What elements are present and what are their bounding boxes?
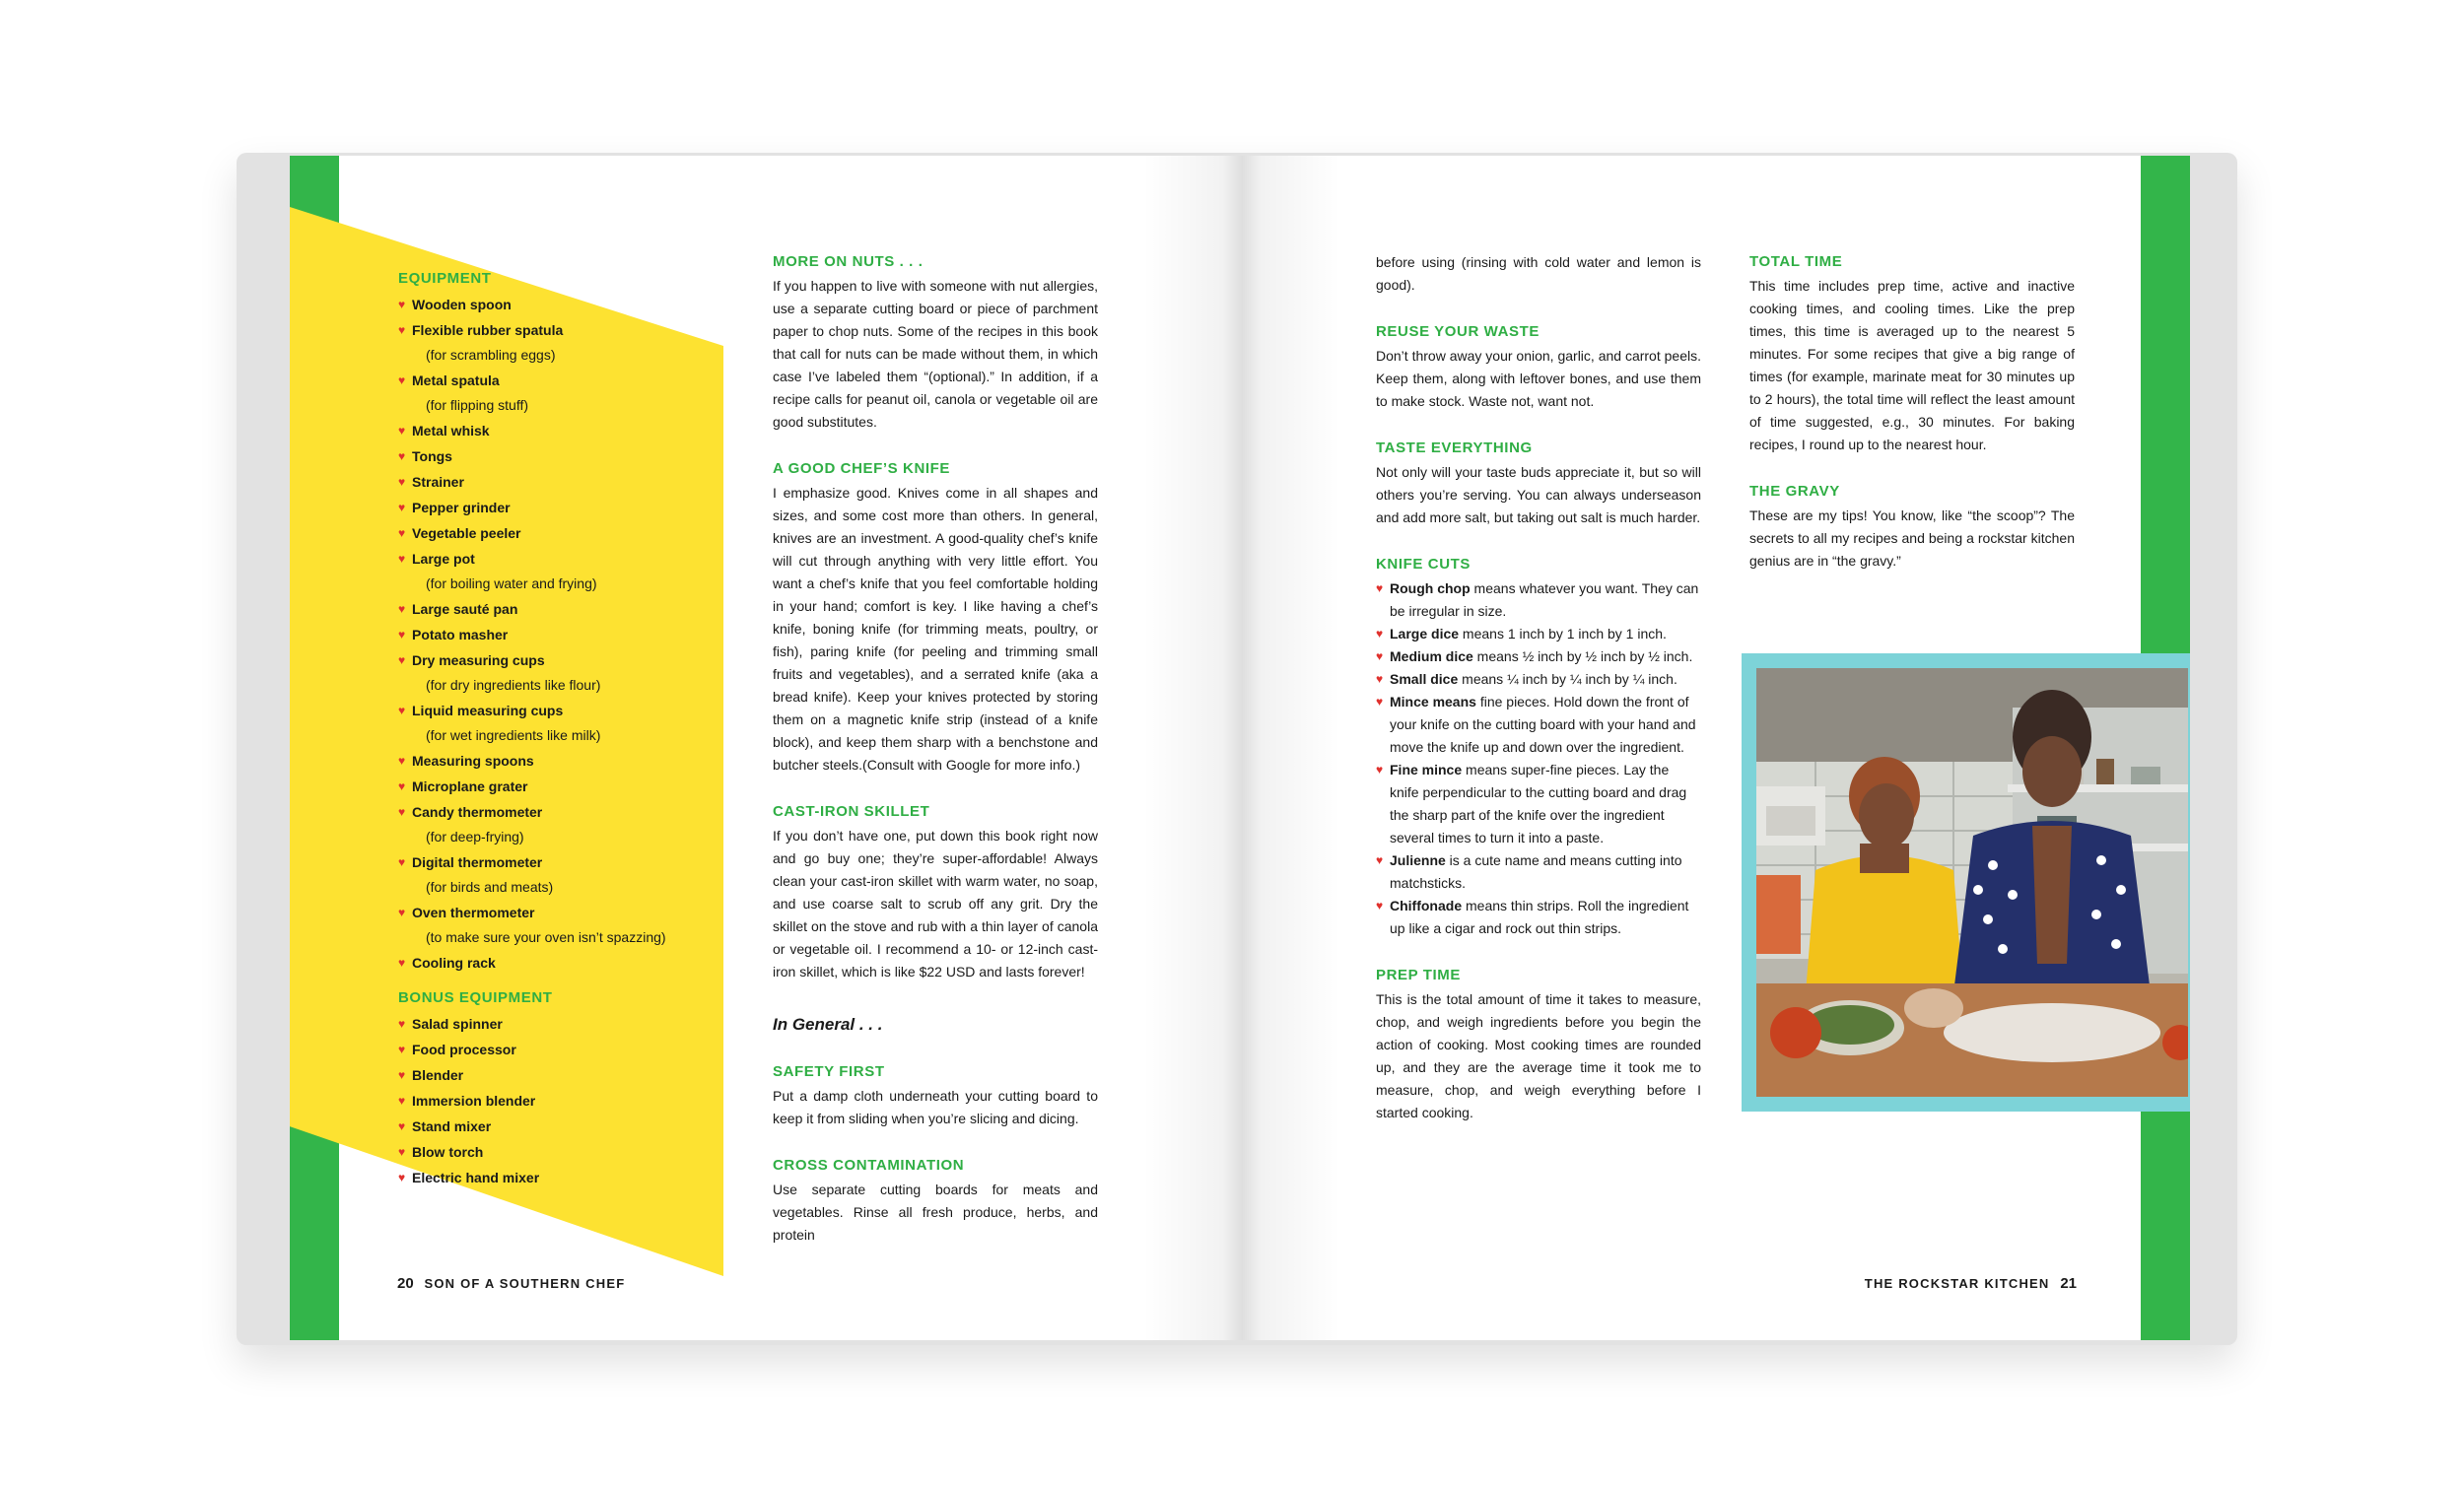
- left-footer: [397, 1275, 625, 1292]
- total-time-heading: TOTAL TIME: [1749, 253, 1843, 270]
- equipment-item: [398, 418, 714, 443]
- knife-cut-term: Fine mince: [1390, 762, 1463, 777]
- good-knife-heading: A GOOD CHEF’S KNIFE: [773, 460, 951, 477]
- equipment-item-name: Tongs: [412, 448, 452, 464]
- equipment-item: [398, 596, 714, 622]
- equipment-item-note: (for wet ingredients like milk): [426, 727, 601, 743]
- cross-contamination-heading: CROSS CONTAMINATION: [773, 1157, 965, 1174]
- equipment-item-name: Vegetable peeler: [412, 525, 521, 541]
- equipment-item-name: Large sauté pan: [412, 601, 518, 617]
- cross-contamination-body: Use separate cutting boards for meats and vegetables. Rinse all fresh produce, herbs, and protein: [773, 1182, 1098, 1243]
- equipment-item-name: Food processor: [412, 1042, 516, 1057]
- more-on-nuts-heading: MORE ON NUTS . . .: [773, 253, 924, 270]
- equipment-item-name: Oven thermometer: [412, 905, 535, 920]
- equipment-item-name: Dry measuring cups: [412, 652, 545, 668]
- equipment-item-note: (for boiling water and frying): [426, 575, 597, 591]
- left-text-column: [773, 251, 1098, 1247]
- equipment-item-note: (for dry ingredients like flour): [426, 677, 601, 693]
- equipment-item-note: (to make sure your oven isn’t spazzing): [426, 929, 666, 945]
- equipment-item-name: Immersion blender: [412, 1093, 536, 1109]
- continued-text: before using (rinsing with cold water and lemon is good).: [1376, 254, 1701, 293]
- equipment-item-name: Digital thermometer: [412, 854, 543, 870]
- kitchen-photo: [1756, 668, 2188, 1097]
- equipment-item-note: (for flipping stuff): [426, 397, 529, 413]
- in-general-heading: In General . . .: [773, 1015, 883, 1034]
- taste-everything-heading: TASTE EVERYTHING: [1376, 439, 1533, 456]
- right-text-column: [1376, 251, 1701, 1124]
- equipment-item: [398, 469, 714, 495]
- knife-cut-term: Mince means: [1390, 694, 1476, 710]
- reuse-waste-body: Don’t throw away your onion, garlic, and carrot peels. Keep them, along with leftover bones, and use them to make stock. Waste not, want not.: [1376, 348, 1701, 409]
- equipment-item-name: Cooling rack: [412, 955, 496, 971]
- equipment-item-note: (for birds and meats): [426, 879, 554, 895]
- equipment-item: [398, 1088, 714, 1114]
- knife-cut-description: means whatever you want. They can be irregular in size.: [1390, 580, 1699, 619]
- equipment-item-name: Metal whisk: [412, 423, 490, 439]
- equipment-item: [398, 849, 714, 875]
- right-footer: [1865, 1275, 2077, 1292]
- equipment-item-name: Metal spatula: [412, 372, 500, 388]
- equipment-list: [398, 292, 714, 976]
- knife-cut-item: [1376, 577, 1701, 623]
- book-spine: [1143, 156, 1340, 1340]
- equipment-item-name: Wooden spoon: [412, 297, 512, 312]
- total-time-body: This time includes prep time, active and inactive cooking times, and cooling times. Like the prep times, this time is averaged up to the nearest 5 minutes. For some recipes that give a big range of times (for example, marinate meat for 30 minutes up to 2 hours), the total time will reflect the least amount of time suggested, e.g., 30 minutes. For baking recipes, I round up to the nearest hour.: [1749, 278, 2075, 452]
- equipment-item: [398, 900, 714, 925]
- equipment-item: [398, 317, 714, 343]
- safety-first-body: Put a damp cloth underneath your cutting board to keep it from sliding when you’re slicing and dicing.: [773, 1088, 1098, 1126]
- cast-iron-heading: CAST-IRON SKILLET: [773, 803, 930, 820]
- knife-cuts-list: [1376, 577, 1701, 940]
- equipment-sidebar: [398, 268, 714, 1202]
- knife-cut-item: [1376, 668, 1701, 691]
- equipment-item-name: Pepper grinder: [412, 500, 511, 515]
- safety-first-heading: SAFETY FIRST: [773, 1063, 885, 1080]
- equipment-item-name: Stand mixer: [412, 1118, 492, 1134]
- equipment-item: [398, 368, 714, 393]
- equipment-item: [398, 647, 714, 673]
- prep-time-heading: PREP TIME: [1376, 967, 1461, 983]
- knife-cut-term: Large dice: [1390, 626, 1460, 642]
- equipment-item: [398, 1011, 714, 1037]
- knife-cut-term: Rough chop: [1390, 580, 1471, 596]
- equipment-item: [398, 622, 714, 647]
- equipment-item: [398, 1114, 714, 1139]
- equipment-item: [398, 748, 714, 774]
- knife-cut-description: fine pieces. Hold down the front of your knife on the cutting board with your hand and move the knife up and down over the ingredient.: [1390, 694, 1696, 755]
- knife-cut-description: means super-fine pieces. Lay the knife perpendicular to the cutting board and drag the sharp part of the knife over the ingredient several times to turn it into a paste.: [1390, 762, 1687, 845]
- equipment-item: [398, 1062, 714, 1088]
- equipment-item-name: Measuring spoons: [412, 753, 534, 769]
- equipment-item: [398, 443, 714, 469]
- left-footer-title: SON OF A SOUTHERN CHEF: [424, 1276, 626, 1291]
- knife-cut-description: means ½ inch by ½ inch by ½ inch.: [1472, 648, 1693, 664]
- equipment-item: [398, 698, 714, 723]
- equipment-item-name: Strainer: [412, 474, 464, 490]
- knife-cut-item: [1376, 691, 1701, 759]
- knife-cut-term: Julienne: [1390, 852, 1446, 868]
- equipment-item-name: Blow torch: [412, 1144, 484, 1160]
- equipment-item-note: (for deep-frying): [426, 829, 524, 845]
- equipment-item: [398, 546, 714, 572]
- equipment-item: [398, 520, 714, 546]
- equipment-item: [398, 1165, 714, 1190]
- equipment-item-name: Potato masher: [412, 627, 509, 642]
- equipment-item-name: Electric hand mixer: [412, 1170, 540, 1185]
- equipment-item-name: Flexible rubber spatula: [412, 322, 564, 338]
- right-text-column-2: [1749, 251, 2075, 573]
- knife-cut-term: Medium dice: [1390, 648, 1473, 664]
- kitchen-photo-illustration: [1756, 668, 2188, 1097]
- left-page-number: 20: [397, 1275, 414, 1292]
- equipment-item: [398, 292, 714, 317]
- prep-time-body: This is the total amount of time it takes to measure, chop, and weigh ingredients before you begin the action of cooking. Most cooking times are rounded up, and they are the average time it took me to measure, chop, and weigh everything before I started cooking.: [1376, 991, 1701, 1120]
- knife-cut-item: [1376, 849, 1701, 895]
- equipment-item: [398, 1037, 714, 1062]
- right-footer-title: THE ROCKSTAR KITCHEN: [1864, 1276, 2050, 1291]
- equipment-item-name: Liquid measuring cups: [412, 703, 564, 718]
- knife-cuts-heading: KNIFE CUTS: [1376, 556, 1471, 573]
- knife-cut-item: [1376, 645, 1701, 668]
- equipment-item: [398, 495, 714, 520]
- knife-cut-item: [1376, 759, 1701, 849]
- equipment-item: [398, 1139, 714, 1165]
- knife-cut-item: [1376, 895, 1701, 940]
- knife-cut-description: means ¼ inch by ¼ inch by ¼ inch.: [1458, 671, 1677, 687]
- the-gravy-heading: THE GRAVY: [1749, 483, 1840, 500]
- bonus-equipment-list: [398, 1011, 714, 1190]
- cast-iron-body: If you don’t have one, put down this book right now and go buy one; they’re super-affordable! Always clean your cast-iron skillet with warm water, no soap, and use coarse salt to scrub off any grit. Dry the skillet on the stove and rub with a thin layer of canola or vegetable oil. I recommend a 10- or 12-inch cast-iron skillet, which is like $22 USD and lasts forever!: [773, 828, 1098, 980]
- equipment-item-name: Microplane grater: [412, 778, 528, 794]
- knife-cut-description: is a cute name and means cutting into matchsticks.: [1390, 852, 1682, 891]
- equipment-heading: EQUIPMENT: [398, 270, 492, 287]
- equipment-item: [398, 950, 714, 976]
- equipment-item-name: Candy thermometer: [412, 804, 543, 820]
- knife-cut-term: Small dice: [1390, 671, 1459, 687]
- equipment-item-note: (for scrambling eggs): [426, 347, 556, 363]
- the-gravy-body: These are my tips! You know, like “the scoop”? The secrets to all my recipes and being a rockstar kitchen genius are in “the gravy.”: [1749, 507, 2075, 569]
- equipment-item-name: Blender: [412, 1067, 464, 1083]
- equipment-item-name: Large pot: [412, 551, 475, 567]
- knife-cut-term: Chiffonade: [1390, 898, 1463, 913]
- good-knife-body: I emphasize good. Knives come in all shapes and sizes, and some cost more than others. In general, knives are an investment. A good-quality chef’s knife will cut through anything with very little effort. You want a chef’s knife that you feel comfortable holding in your hand; comfort is key. I like having a chef’s knife, boning knife (for trimming meats, poultry, or fish), paring knife (for peeling and trimming small fruits and vegetables), and a serrated knife (aka a bread knife). Keep your knives protected by storing them on a magnetic knife strip (instead of a knife block), and keep them sharp with a benchstone and butcher steels.(Consult with Google for more info.): [773, 485, 1098, 773]
- right-page-number: 21: [2060, 1275, 2077, 1292]
- taste-everything-body: Not only will your taste buds appreciate it, but so will others you’re serving. You can always underseason and add more salt, but taking out salt is much harder.: [1376, 464, 1701, 525]
- knife-cut-description: means thin strips. Roll the ingredient up like a cigar and rock out thin strips.: [1390, 898, 1689, 936]
- equipment-item-name: Salad spinner: [412, 1016, 503, 1032]
- equipment-item: [398, 799, 714, 825]
- equipment-item: [398, 774, 714, 799]
- knife-cut-item: [1376, 623, 1701, 645]
- knife-cut-description: means 1 inch by 1 inch by 1 inch.: [1459, 626, 1667, 642]
- more-on-nuts-body: If you happen to live with someone with nut allergies, use a separate cutting board or piece of parchment paper to chop nuts. Some of the recipes in this book that call for nuts can be made without them, in which case I’ve labeled them “(optional).” In addition, if a recipe calls for peanut oil, canola or vegetable oil are good substitutes.: [773, 278, 1098, 430]
- bonus-equipment-heading: BONUS EQUIPMENT: [398, 989, 553, 1006]
- reuse-waste-heading: REUSE YOUR WASTE: [1376, 323, 1540, 340]
